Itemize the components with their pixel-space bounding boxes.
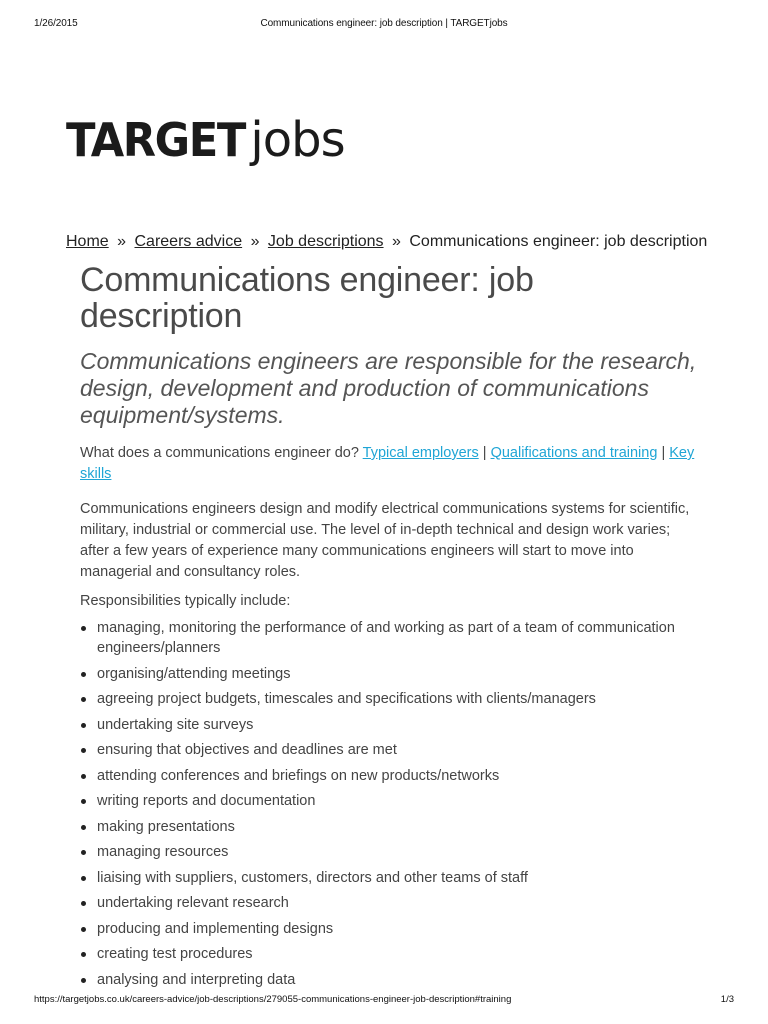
section-nav [80, 443, 700, 485]
section-nav-intro: What does a communications engineer do? [80, 445, 359, 461]
key-skills-link[interactable]: Key skills [80, 445, 695, 482]
list-item: managing, monitoring the performance of and working as part of a team of communication engineers/planners [80, 618, 700, 658]
responsibilities-intro: Responsibilities typically include: [80, 593, 291, 609]
breadcrumb-separator: » [392, 233, 401, 250]
list-item: agreeing project budgets, timescales and specifications with clients/managers [80, 689, 700, 709]
print-page-title: Communications engineer: job description | TARGETjobs [260, 18, 508, 29]
list-item: attending conferences and briefings on new products/networks [80, 766, 700, 786]
breadcrumb-home-link[interactable]: Home [66, 233, 109, 250]
list-item: undertaking site surveys [80, 715, 700, 735]
list-item: ensuring that objectives and deadlines are met [80, 740, 700, 760]
breadcrumb-separator: » [250, 233, 260, 250]
breadcrumb-careers-advice-link[interactable]: Careers advice [134, 233, 243, 250]
breadcrumb [66, 233, 707, 251]
breadcrumb-current: Communications engineer: job description [409, 233, 708, 250]
responsibilities-list [80, 618, 700, 990]
breadcrumb-separator: » [117, 233, 127, 250]
section-nav-divider: | [661, 445, 666, 461]
typical-employers-link[interactable]: Typical employers [362, 445, 479, 461]
section-nav-divider: | [482, 445, 487, 461]
intro-paragraph: Communications engineers design and modify electrical communications systems for scientific, military, industrial or commercial use. The level of in-depth technical and design work varies; after a few years of experience many communications engineers will start to move into managerial and consultancy roles. [80, 501, 690, 580]
page-title: Communications engineer: job description [80, 261, 534, 335]
page-number: 1/3 [720, 994, 734, 1005]
list-item: liaising with suppliers, customers, directors and other teams of staff [80, 868, 700, 888]
targetjobs-logo[interactable] [66, 112, 345, 182]
logo-target-text: TARGET [66, 113, 245, 167]
print-footer [34, 994, 734, 1008]
article [80, 262, 700, 995]
breadcrumb-job-descriptions-link[interactable]: Job descriptions [267, 233, 384, 250]
list-item: organising/attending meetings [80, 664, 700, 684]
list-item: managing resources [80, 842, 700, 862]
list-item: undertaking relevant research [80, 893, 700, 913]
list-item: writing reports and documentation [80, 791, 700, 811]
list-item: creating test procedures [80, 944, 700, 964]
logo-jobs-text: jobs [250, 112, 345, 168]
list-item: making presentations [80, 817, 700, 837]
list-item: producing and implementing designs [80, 919, 700, 939]
print-date: 1/26/2015 [34, 18, 78, 29]
standfirst: Communications engineers are responsible for the research, design, development and production of communications equipment/systems. [80, 348, 697, 428]
print-url: https://targetjobs.co.uk/careers-advice/job-descriptions/279055-communications-engineer-job-description#training [34, 994, 512, 1005]
print-header [34, 18, 734, 32]
list-item: analysing and interpreting data [80, 970, 700, 990]
qualifications-training-link[interactable]: Qualifications and training [490, 445, 658, 461]
